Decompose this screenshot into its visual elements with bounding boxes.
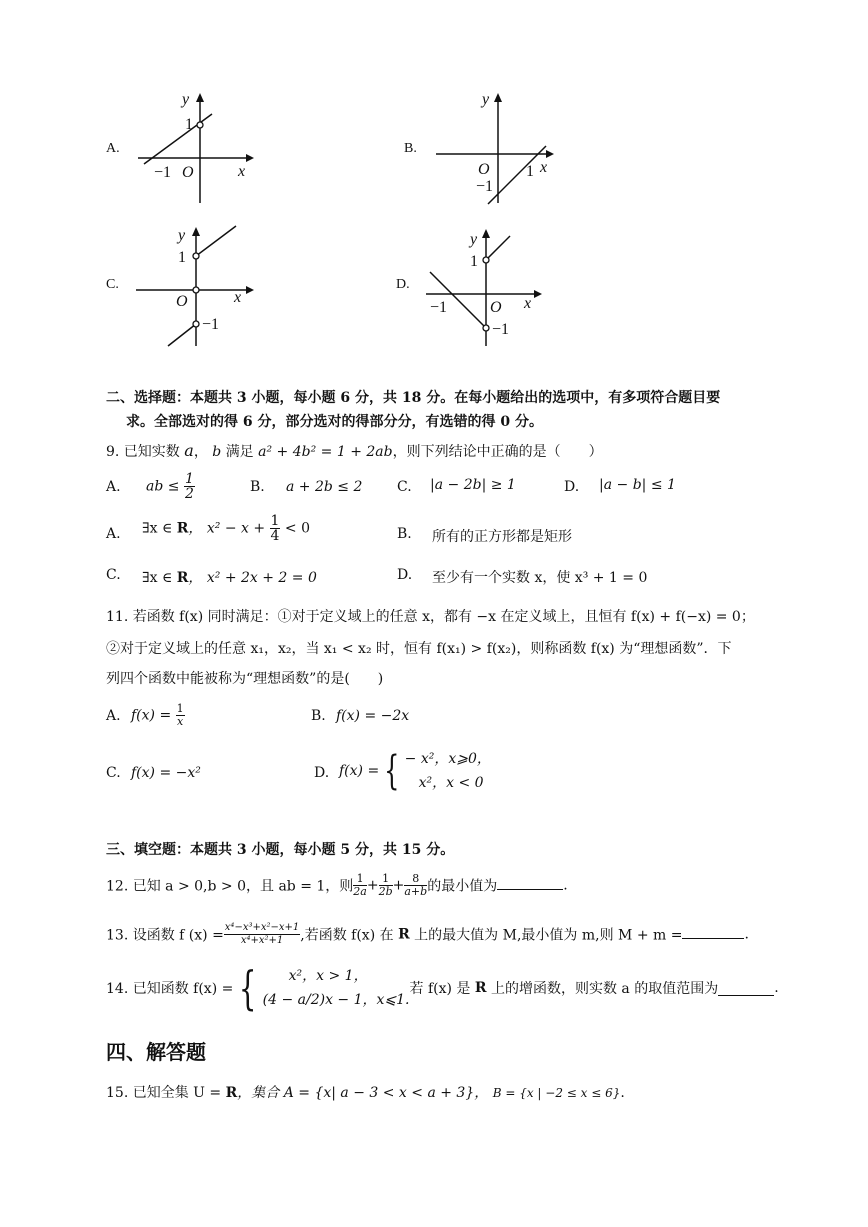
q10-option-c-label: C. bbox=[106, 567, 121, 583]
q9-option-a bbox=[146, 472, 195, 501]
open-point bbox=[197, 122, 203, 128]
q12-frac1 bbox=[353, 873, 367, 898]
q10-c-R: R bbox=[176, 570, 189, 586]
q10-a-mid: ， x² − x + bbox=[188, 520, 266, 537]
q10-option-b-text: 所有的正方形都是矩形 bbox=[432, 529, 572, 545]
graph-line-upper bbox=[486, 236, 510, 260]
q12-pre: 12. 已知 a > 0,b > 0，且 ab = 1，则 bbox=[106, 878, 354, 895]
q13-end: . bbox=[744, 926, 749, 943]
open-point-lower bbox=[483, 325, 489, 331]
q14-end: . bbox=[774, 980, 779, 996]
q13-post2: 上的最大值为 M,最小值为 m,则 M + m = bbox=[414, 927, 683, 944]
q11-option-b-text: f(x) = −2x bbox=[336, 708, 410, 724]
graph-option-b bbox=[430, 88, 560, 208]
q10-option-b-label: B. bbox=[397, 526, 412, 542]
q10-a-num: 1 bbox=[270, 513, 280, 529]
tick-neg-label: −1 bbox=[154, 164, 172, 181]
q14-cases bbox=[263, 964, 410, 1012]
x-axis-arrow bbox=[246, 154, 254, 162]
y-axis-arrow bbox=[494, 93, 502, 102]
graph-line-lower bbox=[168, 324, 196, 346]
q9-option-b-label: B. bbox=[250, 479, 265, 495]
y-axis-arrow bbox=[196, 93, 204, 102]
q9-stem-pre: 9. 已知实数 bbox=[106, 444, 180, 460]
option-a-label: A. bbox=[106, 141, 120, 156]
q13-pre: 13. 设函数 f (x) = bbox=[106, 927, 224, 944]
q10-a-den: 4 bbox=[270, 528, 280, 544]
y-label: y bbox=[182, 91, 190, 108]
q13-answer-blank[interactable] bbox=[682, 924, 744, 939]
q10-a-post: < 0 bbox=[284, 520, 310, 537]
q9-option-a-fraction bbox=[184, 472, 195, 501]
graph-option-c bbox=[130, 222, 260, 352]
x-axis-arrow bbox=[534, 290, 542, 298]
q9-frac-den: 2 bbox=[184, 486, 194, 502]
q12-f1-den: 2a bbox=[353, 885, 367, 898]
q9-equation: a² + 4b² = 1 + 2ab bbox=[258, 444, 393, 460]
q12-end: . bbox=[563, 877, 568, 894]
q12-f3-den: a+b bbox=[404, 885, 428, 898]
open-point-upper bbox=[483, 257, 489, 263]
q11-option-c-label: C. bbox=[106, 765, 121, 781]
graph-line bbox=[144, 114, 212, 164]
q9-option-d-text: |a − b| ≤ 1 bbox=[599, 477, 676, 493]
q9-option-a-text: ab ≤ bbox=[146, 478, 180, 495]
q12-f2-num: 1 bbox=[379, 873, 393, 886]
option-d-label: D. bbox=[396, 277, 410, 292]
q9-stem-post: ，则下列结论中正确的是（ ） bbox=[392, 444, 603, 460]
q11-a-fraction bbox=[176, 703, 185, 728]
option-c-label: C. bbox=[106, 277, 119, 292]
q14-post: 若 f(x) 是 bbox=[409, 981, 471, 997]
q11-d-case2: x²，x < 0 bbox=[418, 775, 484, 791]
option-b-label: B. bbox=[404, 141, 417, 156]
origin-label: O bbox=[490, 299, 502, 316]
q12-plus1: + bbox=[366, 877, 379, 894]
q15 bbox=[106, 1082, 625, 1102]
q9-option-c-label: C. bbox=[397, 479, 412, 495]
q14-pre: 14. 已知函数 f(x) = bbox=[106, 981, 234, 997]
q13-fraction bbox=[224, 922, 300, 947]
q10-option-a-label: A. bbox=[106, 526, 121, 542]
x-label: x bbox=[524, 295, 532, 312]
graph-option-d bbox=[420, 222, 550, 352]
tick-neg-label: −1 bbox=[476, 178, 494, 195]
q15-mid: ，集合 A = {x| a − 3 < x < a + 3}， bbox=[237, 1085, 489, 1101]
q10-option-d-label: D. bbox=[397, 567, 413, 583]
section3-header: 三、填空题：本题共 3 小题，每小题 5 分，共 15 分。 bbox=[106, 842, 455, 858]
x-label: x bbox=[234, 289, 242, 306]
tick-x-label: 1 bbox=[526, 163, 534, 180]
q12 bbox=[106, 873, 568, 898]
q14-brace: { bbox=[239, 961, 257, 1015]
graph-line-upper bbox=[196, 226, 236, 256]
open-point-upper bbox=[193, 253, 199, 259]
q9-option-d-label: D. bbox=[564, 479, 580, 495]
tick-xneg-label: −1 bbox=[430, 299, 448, 316]
q14-post2: 上的增函数，则实数 a 的取值范围为 bbox=[490, 981, 719, 997]
q11-option-a-label: A. bbox=[106, 708, 121, 724]
y-label: y bbox=[178, 227, 186, 244]
y-axis-arrow bbox=[192, 227, 200, 236]
q13-post: ,若函数 f(x) 在 bbox=[300, 927, 394, 944]
q12-plus2: + bbox=[392, 877, 405, 894]
x-label: x bbox=[540, 159, 548, 176]
q13-num: x⁴−x³+x²−x+1 bbox=[224, 922, 300, 933]
q9-option-b-text: a + 2b ≤ 2 bbox=[286, 479, 363, 495]
x-axis-arrow bbox=[546, 150, 554, 158]
y-label: y bbox=[482, 91, 490, 108]
open-point-origin bbox=[193, 287, 199, 293]
section2-header-line1: 二、选择题：本题共 3 小题，每小题 6 分，共 18 分。在每小题给出的选项中，有多项符合题目要 bbox=[106, 390, 721, 406]
q11-option-a bbox=[131, 703, 185, 728]
q9-option-c-text: |a − 2b| ≥ 1 bbox=[430, 477, 516, 493]
q9-frac-num: 1 bbox=[184, 471, 194, 487]
q10-option-c bbox=[142, 567, 317, 587]
q11-a-pre: f(x) = bbox=[131, 707, 172, 724]
q11-d-cases bbox=[405, 747, 491, 795]
q11-d-brace: { bbox=[384, 748, 400, 794]
origin-label: O bbox=[176, 293, 188, 310]
q11-option-c-text: f(x) = −x² bbox=[131, 765, 201, 781]
q15-pre: 15. 已知全集 U = bbox=[106, 1085, 222, 1101]
y-label: y bbox=[470, 231, 478, 248]
tick-neg-label: −1 bbox=[492, 321, 510, 338]
tick-y-label: 1 bbox=[178, 249, 186, 266]
q12-frac2 bbox=[379, 873, 393, 898]
q9-var-a: a bbox=[184, 441, 194, 460]
q14-case1: x²，x > 1， bbox=[288, 968, 368, 984]
q10-c-post: ， x² + 2x + 2 = 0 bbox=[188, 570, 317, 586]
q9-option-a-label: A. bbox=[106, 479, 121, 495]
graph-option-a bbox=[130, 88, 260, 208]
q13 bbox=[106, 922, 749, 947]
q13-den: x⁴+x²+1 bbox=[240, 935, 284, 946]
q15-R: R bbox=[225, 1085, 238, 1101]
x-label: x bbox=[238, 163, 246, 180]
q11-option-b-label: B. bbox=[311, 708, 326, 724]
section4-header: 四、解答题 bbox=[106, 1040, 206, 1064]
q9-stem-mid: 满足 bbox=[225, 444, 254, 460]
q11-option-d bbox=[339, 747, 491, 795]
q9-comma: ， bbox=[193, 444, 208, 460]
q12-f1-num: 1 bbox=[353, 873, 367, 886]
tick-neg-label: −1 bbox=[202, 316, 220, 333]
q11-d-case1: − x²，x⩾0， bbox=[404, 751, 491, 767]
q10-a-pre: ∃x ∈ bbox=[142, 520, 173, 537]
q14-case2: (4 − a/2)x − 1，x⩽1. bbox=[262, 992, 410, 1008]
q14 bbox=[106, 961, 779, 1015]
q15-setB: B = {x | −2 ≤ x ≤ 6} bbox=[492, 1086, 621, 1100]
q12-frac3 bbox=[404, 873, 427, 898]
q11-option-d-label: D. bbox=[314, 765, 330, 781]
q10-option-d-text: 至少有一个实数 x，使 x³ + 1 = 0 bbox=[432, 570, 648, 586]
q10-a-fraction bbox=[270, 514, 281, 543]
q13-R: R bbox=[398, 926, 410, 943]
q12-f3-num: 8 bbox=[404, 873, 427, 886]
origin-label: O bbox=[478, 161, 490, 178]
q9-var-b: b bbox=[212, 444, 222, 460]
y-axis-arrow bbox=[482, 229, 490, 238]
tick-y-label: 1 bbox=[185, 116, 193, 133]
q11-d-pre: f(x) = bbox=[339, 763, 380, 779]
q12-answer-blank[interactable] bbox=[497, 875, 563, 890]
q10-c-pre: ∃x ∈ bbox=[142, 570, 173, 586]
origin-label: O bbox=[182, 164, 194, 181]
q11-line2: ②对于定义域上的任意 x₁，x₂，当 x₁ < x₂ 时，恒有 f(x₁) > f(x₂)，则称函数 f(x) 为“理想函数”．下 bbox=[106, 641, 732, 657]
q15-end: . bbox=[620, 1085, 625, 1101]
q14-R: R bbox=[474, 980, 487, 996]
section2-header-line2: 求。全部选对的得 6 分，部分选对的得部分分，有选错的得 0 分。 bbox=[126, 414, 543, 430]
q12-f2-den: 2b bbox=[378, 885, 393, 898]
q11-a-den: x bbox=[177, 715, 184, 728]
open-point-lower bbox=[193, 321, 199, 327]
q11-line3: 列四个函数中能被称为“理想函数”的是( ) bbox=[106, 671, 384, 687]
q14-answer-blank[interactable] bbox=[718, 981, 774, 996]
q9-stem bbox=[106, 441, 603, 461]
q10-a-R: R bbox=[176, 520, 189, 537]
tick-y-label: 1 bbox=[470, 253, 478, 270]
q11-line1: 11. 若函数 f(x) 同时满足：①对于定义域上的任意 x，都有 −x 在定义域上，且恒有 f(x) + f(−x) = 0； bbox=[106, 609, 755, 625]
q11-a-num: 1 bbox=[176, 702, 184, 715]
q10-option-a bbox=[142, 514, 310, 543]
q12-post: 的最小值为 bbox=[427, 878, 498, 895]
x-axis-arrow bbox=[246, 286, 254, 294]
